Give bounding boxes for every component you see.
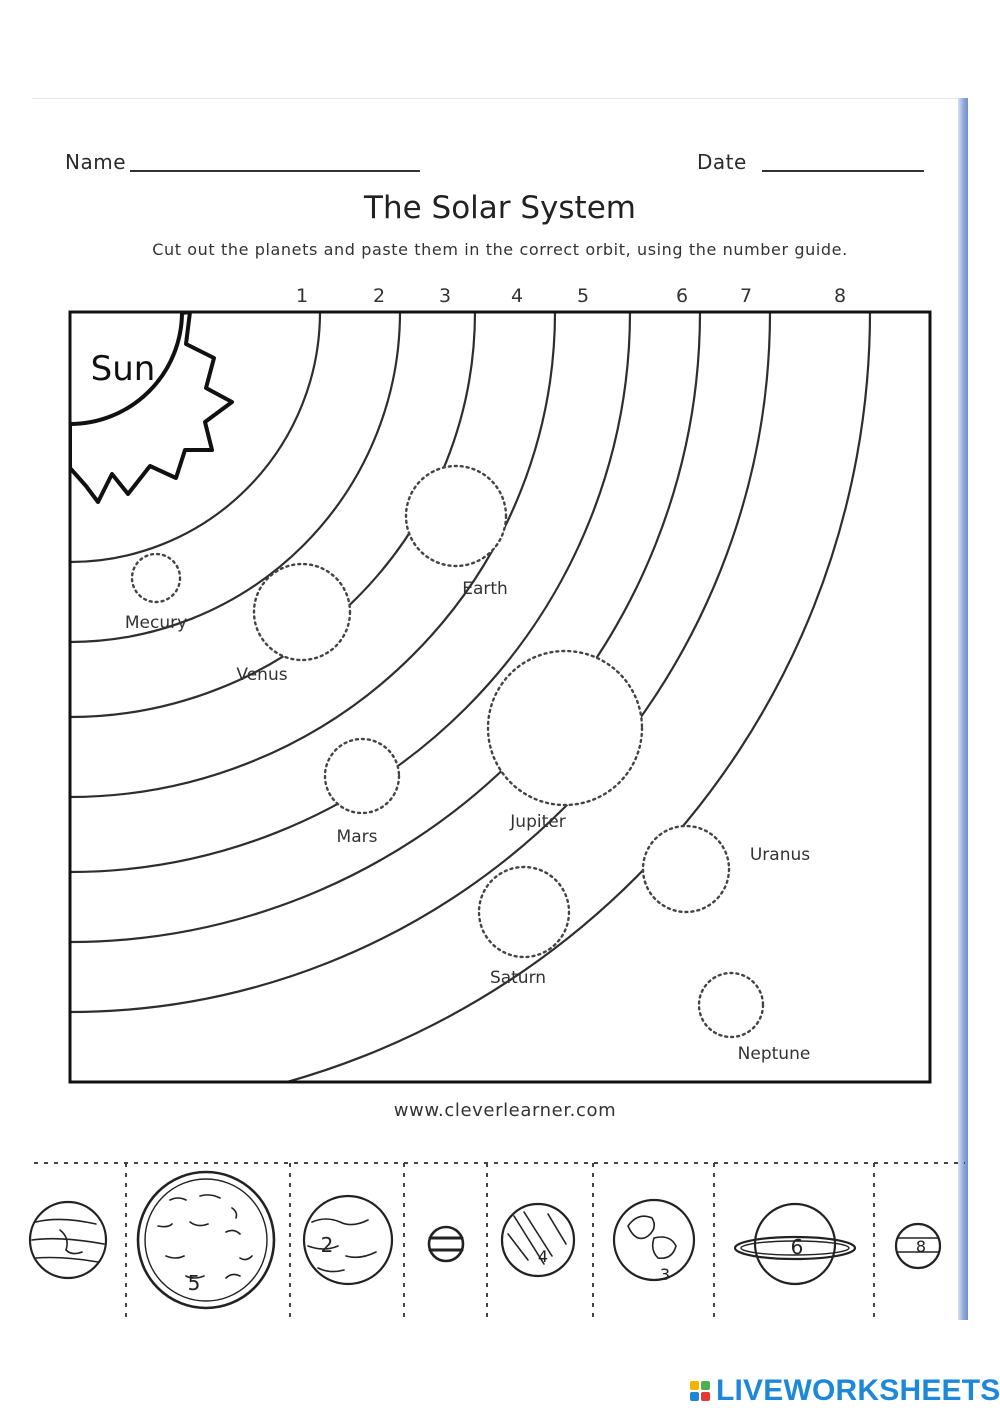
planet-label-mars: Mars (336, 827, 378, 847)
mercury-slot[interactable] (132, 554, 180, 602)
orbit-number-2: 2 (373, 285, 386, 307)
cutout-number-5: 5 (187, 1271, 201, 1295)
cutout-planet-3[interactable] (614, 1200, 694, 1280)
cutout-number-4: 4 (537, 1247, 549, 1266)
orbit-number-7: 7 (740, 285, 753, 307)
cutout-number-2: 2 (320, 1233, 334, 1257)
planet-label-mercury: Mecury (124, 613, 188, 633)
planet-label-jupiter: Jupiter (510, 812, 566, 832)
website-url: www.cleverlearner.com (393, 1100, 617, 1121)
logo-icon (690, 1381, 710, 1401)
planet-label-saturn: Saturn (489, 968, 547, 988)
date-label: Date (697, 150, 747, 174)
orbit-number-5: 5 (577, 285, 590, 307)
page-title: The Solar System (364, 190, 636, 226)
orbit-number-1: 1 (296, 285, 309, 307)
orbit-number-8: 8 (834, 285, 847, 307)
orbit-number-4: 4 (511, 285, 524, 307)
saturn-slot[interactable] (479, 867, 569, 957)
cutout-planet-small[interactable] (429, 1227, 463, 1261)
planet-label-uranus: Uranus (749, 845, 811, 865)
cutout-number-3: 3 (659, 1265, 671, 1284)
jupiter-slot[interactable] (488, 651, 642, 805)
cutout-planet-2[interactable] (304, 1196, 392, 1284)
cutout-planet-jupiter-like[interactable] (30, 1202, 106, 1278)
name-label: Name (65, 150, 127, 174)
planet-label-neptune: Neptune (737, 1044, 811, 1064)
sun-label: Sun (90, 349, 156, 389)
orbit-2 (0, 0, 400, 642)
orbit-number-6: 6 (676, 285, 689, 307)
orbit-number-3: 3 (439, 285, 452, 307)
planet-label-venus: Venus (236, 665, 288, 685)
liveworksheets-logo[interactable] (690, 1374, 1000, 1408)
mars-slot[interactable] (325, 739, 399, 813)
earth-slot[interactable] (406, 466, 506, 566)
venus-slot[interactable] (254, 564, 350, 660)
cutout-planet-5[interactable] (138, 1172, 274, 1308)
neptune-slot[interactable] (699, 973, 763, 1037)
cutout-number-6: 6 (790, 1235, 804, 1259)
uranus-slot[interactable] (643, 826, 729, 912)
instructions: Cut out the planets and paste them in the correct orbit, using the number guide. (152, 240, 848, 259)
brand-name: LIVEWORKSHEETS (716, 1374, 1000, 1407)
planet-label-earth: Earth (462, 579, 508, 599)
cutout-number-8: 8 (915, 1237, 927, 1256)
